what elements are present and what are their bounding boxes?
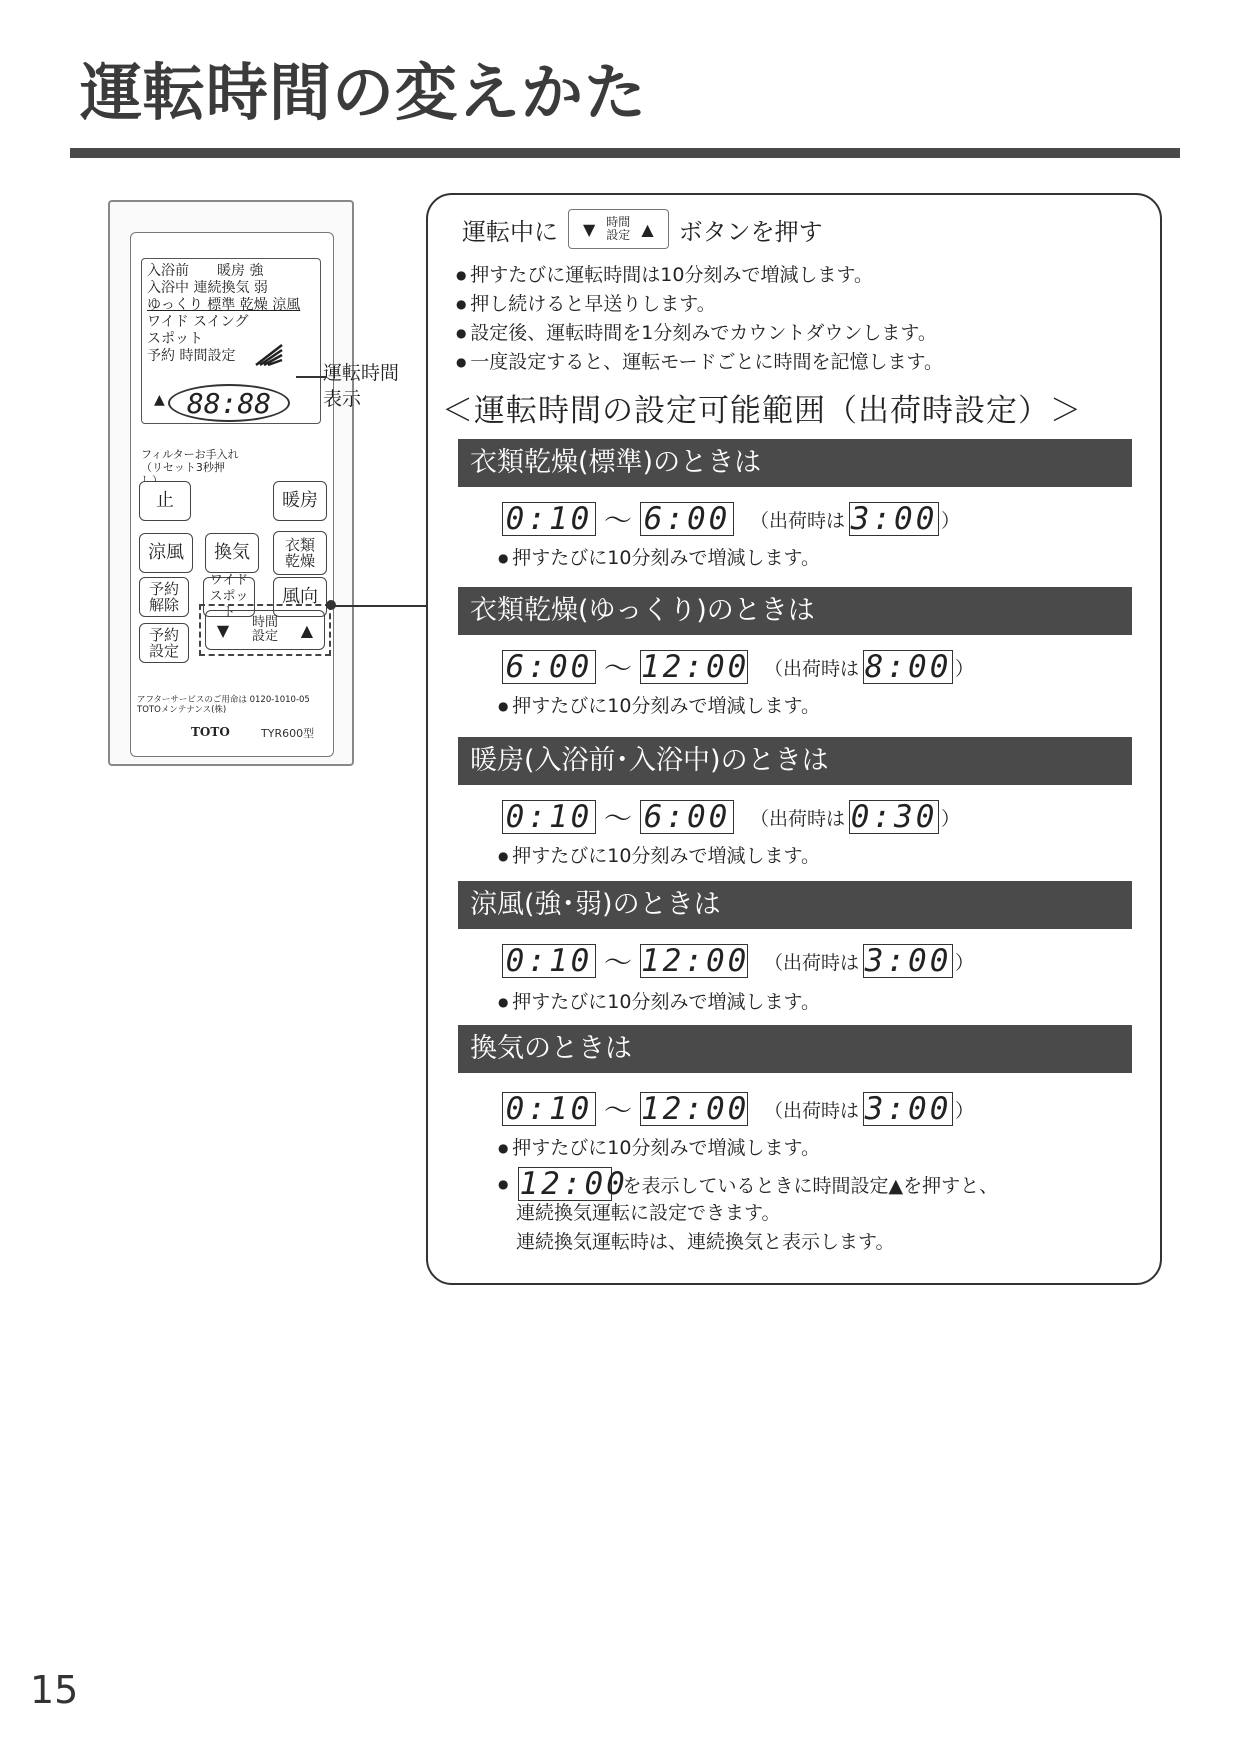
time-setting-button[interactable] bbox=[205, 610, 325, 650]
ship-label: （出荷時は bbox=[764, 951, 860, 974]
continuous-note-detail bbox=[516, 1199, 894, 1257]
remote-lcd bbox=[141, 258, 321, 424]
section-note: ● 押すたびに10分刻みで増減します。 bbox=[498, 543, 820, 570]
paren-close: ） bbox=[955, 1099, 975, 1122]
lcd-line: ワイド スイング bbox=[147, 314, 249, 330]
instr-prefix: 運転中に bbox=[462, 217, 558, 246]
wide-spot-button[interactable]: ワイドスポット bbox=[203, 577, 255, 617]
range-row bbox=[502, 943, 974, 979]
cancel-reserve-button[interactable]: 予約解除 bbox=[139, 577, 189, 617]
service-info: アフターサービスのご用命は 0120-1010-05 TOTOメンテナンス(株) bbox=[137, 695, 310, 715]
instruction-line bbox=[462, 209, 823, 249]
lcd-line: 予約 時間設定 bbox=[147, 348, 236, 362]
max-time: 12:00 bbox=[641, 1091, 750, 1127]
up-arrow-icon: ▲ bbox=[641, 219, 654, 239]
section-note: ● 押すたびに10分刻みで増減します。 bbox=[498, 841, 820, 868]
ship-label: （出荷時は bbox=[750, 509, 846, 532]
ship-label: （出荷時は bbox=[764, 657, 860, 680]
range-row bbox=[502, 501, 960, 537]
continuous-note-line: 連続換気運転時は、連続換気と表示します。 bbox=[516, 1231, 895, 1253]
range-row bbox=[502, 649, 974, 685]
tilde: 〜 bbox=[604, 1094, 633, 1127]
bullet-item: ● 設定後、運転時間を1分刻みでカウントダウンします。 bbox=[456, 319, 943, 348]
time-setting-label: 時間設定 bbox=[251, 615, 278, 644]
paren-close: ） bbox=[941, 807, 961, 830]
cool-button[interactable]: 涼風 bbox=[139, 533, 193, 573]
default-time: 0:30 bbox=[850, 799, 938, 835]
dry-button[interactable]: 衣類乾燥 bbox=[273, 531, 327, 575]
lcd-line: 入浴前 暖房 強 bbox=[147, 263, 264, 279]
callout-label: 運転時間表示 bbox=[323, 362, 400, 410]
ship-label: （出荷時は bbox=[750, 807, 846, 830]
leader-dot bbox=[326, 600, 336, 610]
range-row bbox=[502, 799, 960, 835]
ship-label: （出荷時は bbox=[764, 1099, 860, 1122]
default-time: 3:00 bbox=[864, 943, 952, 979]
lcd-line: ゆっくり 標準 乾燥 涼風 bbox=[147, 297, 301, 313]
lcd-line: 入浴中 連続換気 弱 bbox=[147, 280, 268, 296]
tilde: 〜 bbox=[604, 652, 633, 685]
triangle-up-icon: ▲ bbox=[154, 392, 165, 408]
down-arrow-icon: ▼ bbox=[583, 219, 596, 239]
default-time: 8:00 bbox=[864, 649, 952, 685]
range-row bbox=[502, 1091, 974, 1127]
brand-logo: TOTO bbox=[191, 725, 230, 739]
continuous-vent-note bbox=[498, 1167, 998, 1201]
remote-body bbox=[130, 232, 334, 757]
up-arrow-icon[interactable]: ▲ bbox=[300, 620, 314, 640]
section-note: ● 押すたびに10分刻みで増減します。 bbox=[498, 1133, 820, 1160]
direction-button[interactable]: 風向 bbox=[273, 577, 327, 617]
section-header: 暖房(入浴前･入浴中)のときは bbox=[458, 737, 1132, 785]
default-time: 3:00 bbox=[864, 1091, 952, 1127]
vent-button[interactable]: 換気 bbox=[205, 533, 259, 573]
min-time: 0:10 bbox=[502, 502, 596, 536]
paren-close: ） bbox=[955, 657, 975, 680]
max-time: 6:00 bbox=[640, 502, 734, 536]
paren-close: ） bbox=[941, 509, 961, 532]
section-note: ● 押すたびに10分刻みで増減します。 bbox=[498, 987, 820, 1014]
continuous-note-text: を表示しているときに時間設定▲を押すと、 bbox=[622, 1174, 999, 1197]
section-header: 換気のときは bbox=[458, 1025, 1132, 1073]
section-header: 衣類乾燥(ゆっくり)のときは bbox=[458, 587, 1132, 635]
section-header: 涼風(強･弱)のときは bbox=[458, 881, 1132, 929]
bullet-item: ● 押すたびに運転時間は10分刻みで増減します。 bbox=[456, 261, 943, 290]
page-number: 15 bbox=[30, 1668, 79, 1712]
tilde: 〜 bbox=[604, 802, 633, 835]
default-time: 3:00 bbox=[850, 501, 938, 537]
title-rule bbox=[70, 148, 1180, 158]
bullet-list bbox=[456, 261, 943, 377]
min-time: 0:10 bbox=[502, 1092, 596, 1126]
min-time: 0:10 bbox=[502, 944, 596, 978]
max-time: 6:00 bbox=[640, 800, 734, 834]
stop-button[interactable]: 止 bbox=[139, 481, 191, 521]
instruction-panel bbox=[426, 193, 1162, 1285]
page-title: 運転時間の変えかた bbox=[80, 56, 648, 129]
time-setting-label: 時間設定 bbox=[606, 215, 631, 242]
filter-label: フィルターお手入れ（リセット3秒押 bbox=[141, 448, 239, 474]
heat-button[interactable]: 暖房 bbox=[273, 481, 327, 521]
remote-control bbox=[108, 200, 354, 766]
leader-line bbox=[332, 605, 428, 607]
continuous-note-line: 連続換気運転に設定できます。 bbox=[516, 1202, 781, 1224]
swing-icon bbox=[254, 343, 284, 370]
min-time: 6:00 bbox=[502, 650, 596, 684]
continuous-display: ● 12:00 bbox=[519, 1166, 628, 1202]
down-arrow-icon[interactable]: ▼ bbox=[216, 620, 230, 640]
time-setting-button-illustration bbox=[568, 209, 669, 249]
bullet-item: ● 一度設定すると、運転モードごとに時間を記憶します。 bbox=[456, 348, 943, 377]
section-header: 衣類乾燥(標準)のときは bbox=[458, 439, 1132, 487]
lcd-time-display: 88:88 bbox=[168, 384, 290, 422]
reserve-button[interactable]: 予約設定 bbox=[139, 623, 189, 663]
max-time: 12:00 bbox=[641, 649, 750, 685]
lcd-line: スポット bbox=[147, 331, 203, 347]
range-title: ＜運転時間の設定可能範囲（出荷時設定）＞ bbox=[442, 393, 1082, 429]
paren-close: ） bbox=[955, 951, 975, 974]
min-time: 0:10 bbox=[502, 800, 596, 834]
instr-suffix: ボタンを押す bbox=[678, 217, 823, 246]
section-note: ● 押すたびに10分刻みで増減します。 bbox=[498, 691, 820, 718]
time-button-highlight bbox=[199, 604, 331, 656]
bullet-item: ● 押し続けると早送りします。 bbox=[456, 290, 943, 319]
model-number: TYR600型 bbox=[261, 727, 315, 740]
tilde: 〜 bbox=[604, 946, 633, 979]
callout-line bbox=[296, 376, 326, 378]
tilde: 〜 bbox=[604, 504, 633, 537]
max-time: 12:00 bbox=[641, 943, 750, 979]
